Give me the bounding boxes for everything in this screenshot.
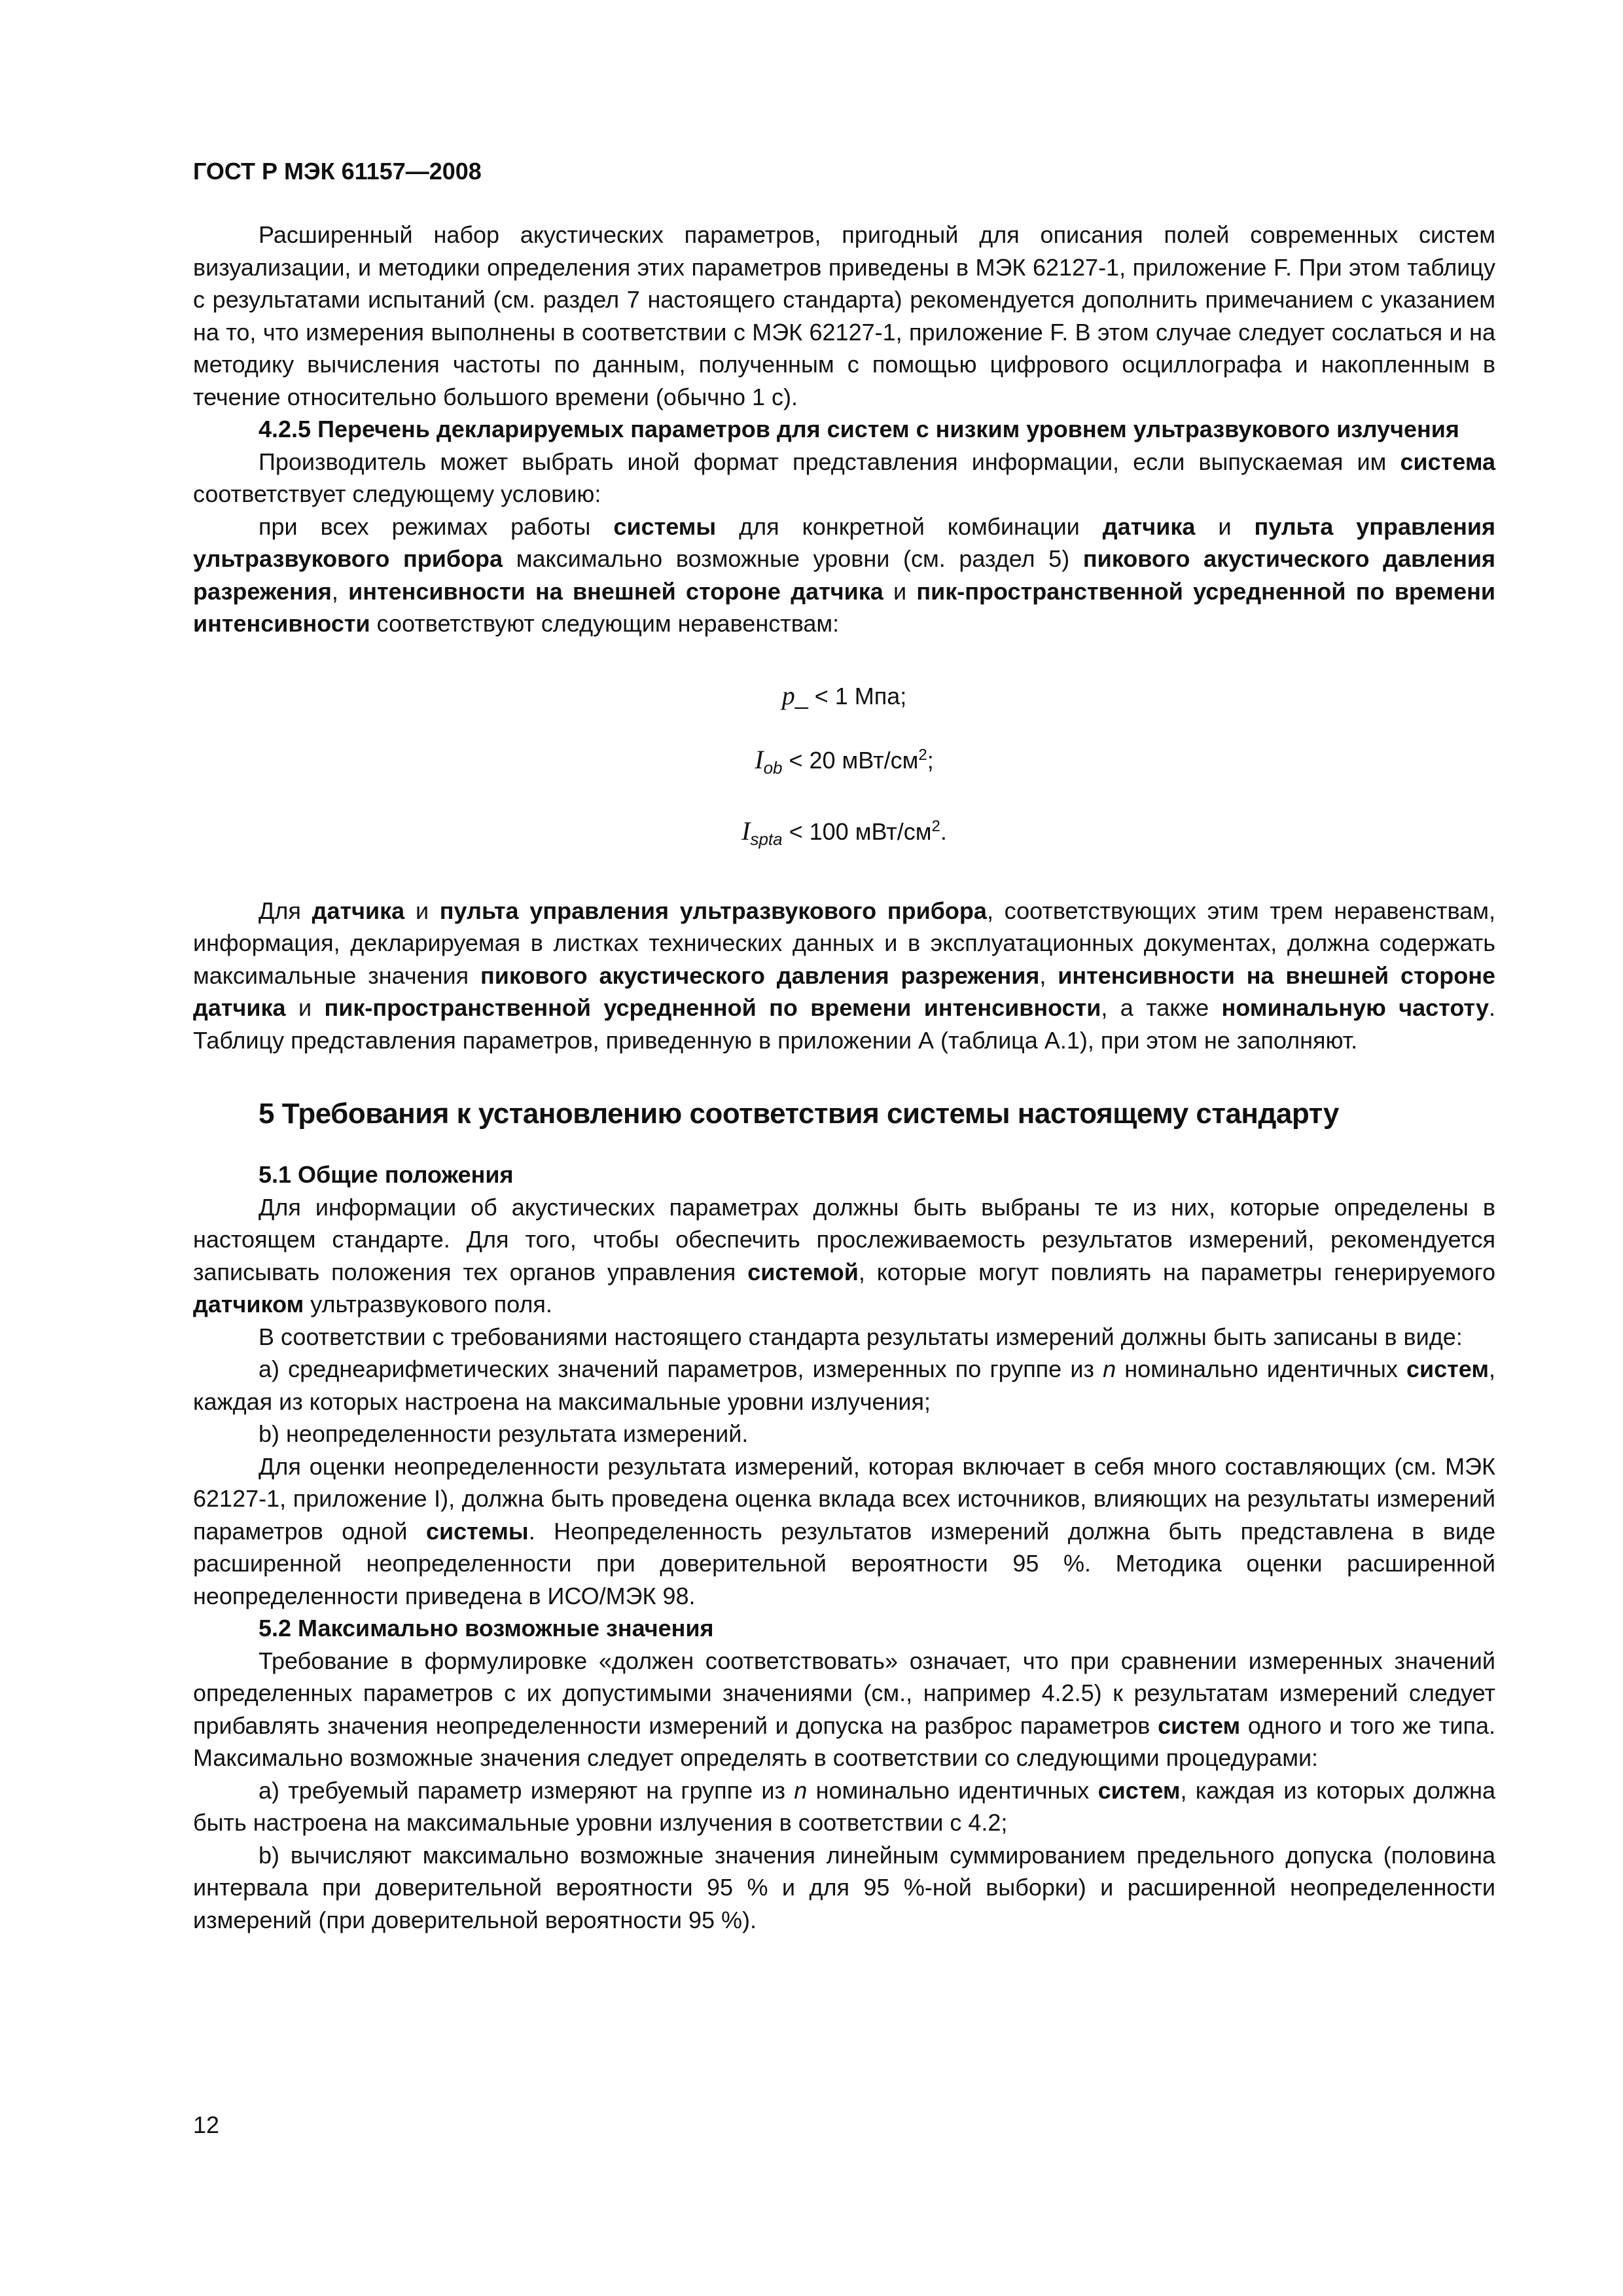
clause-4-2-5-paragraph-1: Производитель может выбрать иной формат представления информации, если выпускаемая им система соответствует следующему условию: xyxy=(193,448,1495,507)
clause-4-2-5-heading: 4.2.5 Перечень декларируемых параметров для систем с низким уровнем ультразвукового излучения xyxy=(259,416,1459,442)
list-item-a: a) среднеарифметических значений параметров, измеренных по группе из n номинально идентичных систем, каждая из которых настроена на максимальные уровни излучения; xyxy=(193,1355,1495,1415)
document-header: ГОСТ Р МЭК 61157—2008 xyxy=(193,158,482,185)
clause-5-1-heading: 5.1 Общие положения xyxy=(259,1161,514,1189)
clause-4-2-5-paragraph-2: при всех режимах работы системы для конкретной комбинации датчика и пульта управления ультразвукового прибора максимально возможные уровни (см. раздел 5) пикового акустического давления разрежения, интенсивности на внешней стороне датчика и пик-пространственной усредненной по времени интенсивности соответствуют следующим неравенствам: xyxy=(193,512,1495,637)
clause-5-2-heading: 5.2 Максимально возможные значения xyxy=(259,1615,714,1642)
intro-paragraph: Расширенный набор акустических параметров, пригодный для описания полей современных систем визуализации, и методики определения этих параметров приведены в МЭК 62127-1, приложение F. При этом таблицу с результатами испытаний (см. раздел 7 настоящего стандарта) рекомендуется дополнить примечанием с указанием на то, что измерения выполнены в соответствии с МЭК 62127-1, приложение F. В этом случае следует сослаться и на методику вычисления частоты по данным, полученным с помощью цифрового осциллографа и накопленным в течение относительно большого времени (обычно 1 с). xyxy=(193,221,1495,410)
clause-5-1-paragraph-2: В соответствии с требованиями настоящего стандарта результаты измерений должны быть записаны в виде: xyxy=(259,1323,1463,1350)
clause-5-1-paragraph-1: Для информации об акустических параметрах должны быть выбраны те из них, которые определены в настоящем стандарте. Для того, чтобы обеспечить прослеживаемость результатов измерений, рекомендуется записывать положения тех органов управления системой, которые могут повлиять на параметры генерируемого датчиком ультразвукового поля. xyxy=(193,1193,1495,1318)
procedure-item-a: a) требуемый параметр измеряют на группе из n номинально идентичных систем, каждая из которых должна быть настроена на максимальные уровни излучения в соответствии с 4.2; xyxy=(193,1776,1495,1837)
list-item-b: b) неопределенности результата измерений. xyxy=(259,1420,749,1448)
inequalities-block xyxy=(193,666,1495,869)
section-5-heading: 5 Требования к установлению соответствия системы настоящему стандарту xyxy=(259,1098,1339,1130)
page-number: 12 xyxy=(193,2111,220,2138)
procedure-item-b: b) вычисляют максимально возможные значения линейным суммированием предельного допуска (половина интервала при доверительной вероятности 95 % и для 95 %-ной выборки) и расширенной неопределенности измерений (при доверительной вероятности 95 %). xyxy=(193,1841,1495,1933)
formula-intensity-ob: $I_{ob} < 20$ мВт/$см^2$; xyxy=(755,744,934,778)
formula-intensity-spta: $I_{spta} < 100$ мВт/$см^2$. xyxy=(741,816,947,849)
formula-pressure: p_ < 1 Мпа; xyxy=(781,680,907,710)
document-page xyxy=(193,157,1495,1936)
clause-5-1-paragraph-3: Для оценки неопределенности результата измерений, которая включает в себя много составляющих (см. МЭК 62127-1, приложение I), должна быть проведена оценка вклада всех источников, влияющих на результаты измерений параметров одной системы. Неопределенность результатов измерений должна быть представлена в виде расширенной неопределенности при доверительной вероятности 95 %. Методика оценки расширенной неопределенности приведена в ИСО/МЭК 98. xyxy=(193,1452,1496,1609)
clause-5-2-paragraph-1: Требование в формулировке «должен соответствовать» означает, что при сравнении измеренных значений определенных параметров с их допустимыми значениями (см., например 4.2.5) к результатам измерений следует прибавлять значения неопределенности измерений и допуска на разброс параметров систем одного и того же типа. Максимально возможные значения следует определять в соответствии со следующими процедурами: xyxy=(193,1647,1496,1772)
clause-4-2-5-paragraph-3: Для датчика и пульта управления ультразвукового прибора, соответствующих этим трем неравенствам, информация, декларируемая в листках технических данных и в эксплуатационных документах, должна содержать максимальные значения пикового акустического давления разрежения, интенсивности на внешней стороне датчика и пик-пространственной усредненной по времени интенсивности, а также номинальную частоту. Таблицу представления параметров, приведенную в приложении А (таблица А.1), при этом не заполняют. xyxy=(193,897,1495,1054)
